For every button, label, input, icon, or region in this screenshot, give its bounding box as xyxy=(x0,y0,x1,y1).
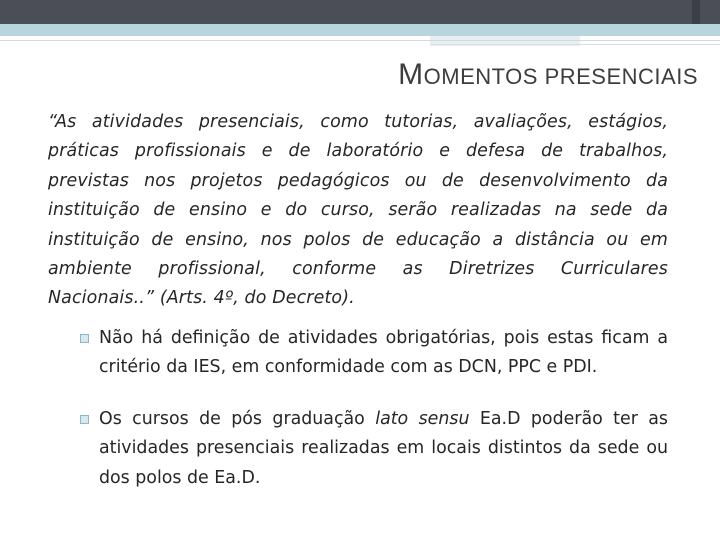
quote-paragraph: “As atividades presenciais, como tutorias, avaliações, estágios, práticas profissionais e de laboratório e defesa de trabalhos, previstas nos projetos pedagógicos ou de desenvolvimento da instituição de ensino e do curso, serão realizadas na sede da instituição de ensino, nos polos de educação a distância ou em ambiente profissional, conforme as Diretrizes Curriculares Nacionais..” (Arts. 4º, do Decreto). xyxy=(48,112,668,309)
square-bullet-icon xyxy=(80,415,89,424)
slide-title-rest: OMENTOS PRESENCIAIS xyxy=(423,64,698,89)
slide-title-initial: M xyxy=(398,58,424,91)
bullet-item xyxy=(80,324,668,383)
top-bar xyxy=(0,0,720,24)
bullet-text-after: Ea.D poderão ter as atividades presenciais realizadas em locais distintos da sede ou dos polos de Ea.D. xyxy=(99,408,668,488)
bullet-text-before: Os cursos de pós graduação xyxy=(99,408,376,429)
bullet-text-italic: lato sensu xyxy=(375,408,470,429)
header-divider-short xyxy=(430,44,720,45)
slide-title xyxy=(398,58,698,92)
bullet-item xyxy=(80,405,668,493)
header-band xyxy=(0,24,720,36)
header-divider xyxy=(0,40,720,41)
square-bullet-icon xyxy=(80,334,89,343)
bullet-text: Não há definição de atividades obrigatórias, pois estas ficam a critério da IES, em conformidade com as DCN, PPC e PDI. xyxy=(99,328,668,378)
top-bar-accent xyxy=(692,0,700,24)
bullet-list xyxy=(80,324,668,515)
